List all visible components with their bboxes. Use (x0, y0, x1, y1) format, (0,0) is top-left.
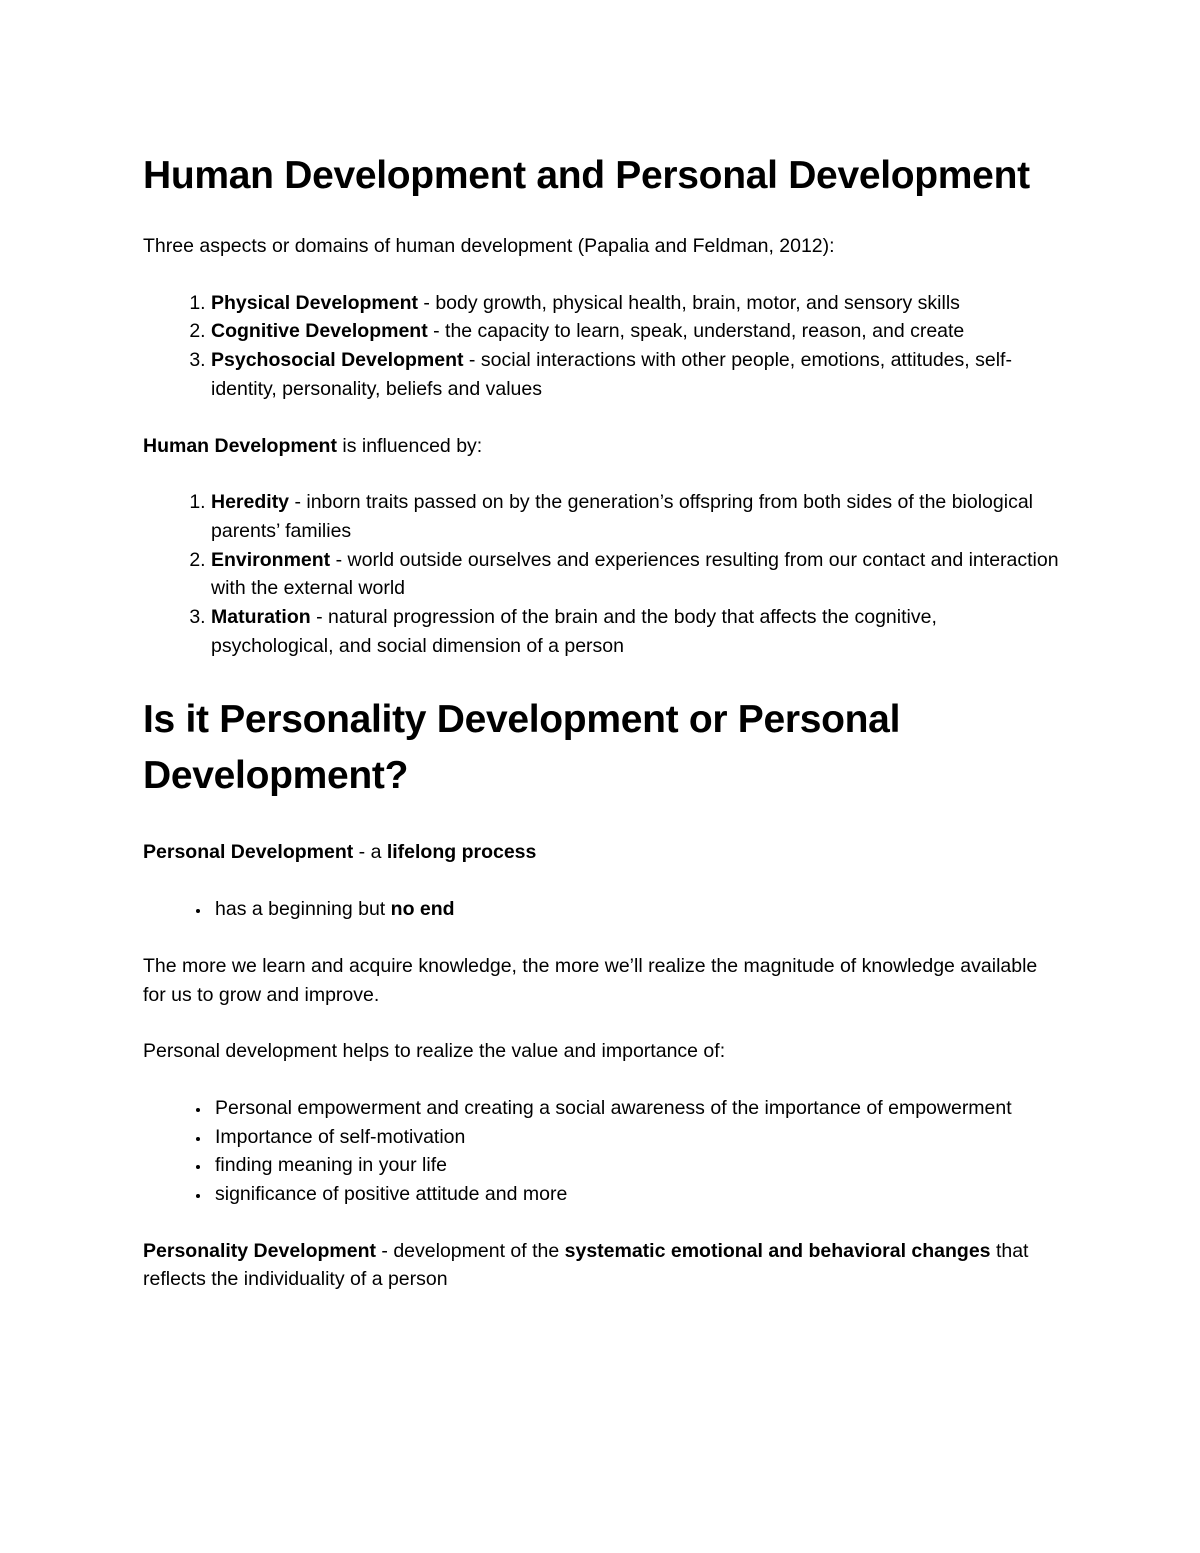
list-item (211, 488, 1063, 545)
influenced-term: Human Development (143, 434, 337, 457)
domain-desc: - social interactions with other people, emotions, attitudes, self-identity, personality, beliefs and values (211, 349, 1012, 400)
personality-development-definition (143, 1237, 1063, 1294)
domain-term: Psychosocial Development (211, 349, 464, 372)
list-item: • Personal empowerment and creating a social awareness of the importance of empowerment (211, 1094, 1063, 1123)
influenced-rest: is influenced by: (336, 434, 483, 457)
perd-bold: systematic emotional and behavioral changes (564, 1239, 991, 1262)
list-item (211, 603, 1063, 660)
document-page (143, 148, 1063, 1322)
influence-desc: - inborn traits passed on by the generation’s offspring from both sides of the biological parents’ families (211, 491, 1034, 542)
pd-term: Personal Development (143, 841, 354, 864)
perd-term: Personality Development (143, 1239, 376, 1262)
domain-term: Cognitive Development (211, 320, 428, 343)
influences-list (143, 488, 1063, 660)
list-item (211, 346, 1063, 403)
list-item: • Importance of self-motivation (211, 1123, 1063, 1152)
influenced-intro (143, 432, 1063, 461)
pd-mid: - a (353, 841, 387, 864)
list-item (211, 546, 1063, 603)
domain-desc: - body growth, physical health, brain, motor, and sensory skills (418, 291, 960, 314)
bullet-bold: no end (390, 898, 455, 921)
bullet-text: has a beginning but (215, 898, 391, 921)
list-item (211, 317, 1063, 346)
domain-term: Physical Development (211, 291, 418, 314)
domains-intro: Three aspects or domains of human development (Papalia and Feldman, 2012): (143, 235, 835, 257)
list-item (211, 895, 1063, 924)
influence-desc: - world outside ourselves and experiences resulting from our contact and interaction with the external world (211, 548, 1059, 600)
list-item: • significance of positive attitude and more (211, 1180, 1063, 1209)
values-list (143, 1094, 1063, 1209)
pd-bold: lifelong process (386, 841, 537, 864)
list-item: • finding meaning in your life (211, 1151, 1063, 1180)
value-intro: Personal development helps to realize the value and importance of: (143, 1040, 726, 1063)
personal-development-definition (143, 838, 1063, 867)
section1-title: Human Development and Personal Development (143, 154, 1030, 197)
domain-desc: - the capacity to learn, speak, understand, reason, and create (427, 320, 965, 343)
domains-list (143, 289, 1063, 404)
section2-title: Is it Personality Development or Personal Development? (143, 698, 901, 798)
influence-term: Environment (211, 548, 331, 571)
list-item (211, 289, 1063, 318)
perd-rest: that reflects the individuality of a person (143, 1239, 1029, 1291)
knowledge-paragraph: The more we learn and acquire knowledge, the more we’ll realize the magnitude of knowledge available for us to grow and improve. (143, 954, 1038, 1006)
pd-bullets (143, 895, 1063, 924)
influence-desc: - natural progression of the brain and the body that affects the cognitive, psychological, and social dimension of a person (211, 606, 937, 657)
influence-term: Maturation (211, 606, 311, 629)
influence-term: Heredity (211, 491, 290, 514)
perd-mid: - development of the (376, 1239, 565, 1262)
